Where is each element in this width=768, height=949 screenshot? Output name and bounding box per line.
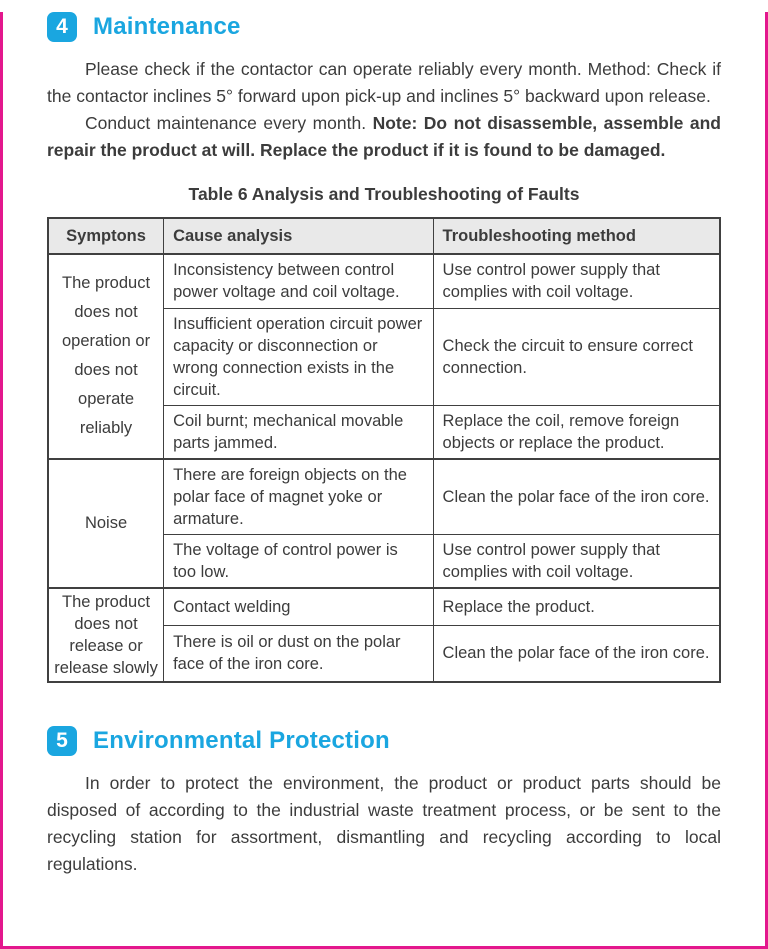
symptom-cell-noise: Noise [48,459,164,588]
cause-cell: The voltage of control power is too low. [164,534,433,588]
cause-cell: There is oil or dust on the polar face of the iron core. [164,626,433,682]
environmental-paragraph: In order to protect the environment, the product or product parts should be disposed of according to the industrial waste treatment process, or be sent to the recycling station for assortment, dismantling and recycling according to local regulations. [47,772,721,874]
table-row [48,254,720,308]
method-cell: Clean the polar face of the iron core. [433,459,720,535]
method-cell: Use control power supply that complies with coil voltage. [433,254,720,308]
method-cell: Check the circuit to ensure correct connection. [433,308,720,405]
section-4-heading [47,12,721,42]
cause-cell: Insufficient operation circuit power capacity or disconnection or wrong connection exists in the circuit. [164,308,433,405]
table-row [48,588,720,626]
method-cell: Replace the coil, remove foreign objects or replace the product. [433,405,720,459]
method-cell: Replace the product. [433,588,720,626]
maintenance-paragraphs [47,56,721,164]
page-content [3,12,765,878]
faults-table-body [48,254,720,682]
symptom-cell-no-operation: The product does not operation or does not operate reliably [48,254,164,459]
cause-cell: There are foreign objects on the polar face of magnet yoke or armature. [164,459,433,535]
table-row [48,459,720,535]
table-6-title: Table 6 Analysis and Troubleshooting of Faults [188,184,580,204]
maintenance-paragraph-2-normal: Conduct maintenance every month. [85,113,373,133]
cause-cell: Coil burnt; mechanical movable parts jammed. [164,405,433,459]
maintenance-paragraph-1: Please check if the contactor can operate reliably every month. Method: Check if the contactor inclines 5° forward upon pick-up and inclines 5° backward upon release. [47,59,721,106]
manual-page [0,12,768,949]
header-symptoms: Symptons [48,218,164,254]
section-5-heading [47,726,721,756]
header-troubleshooting-method: Troubleshooting method [433,218,720,254]
maintenance-note-bold: Note: Do not disassemble, assemble and repair the product at will. Replace the product if it is found to be damaged. [47,113,721,160]
symptom-cell-no-release: The product does not release or release slowly [48,588,164,682]
cause-cell: Inconsistency between control power voltage and coil voltage. [164,254,433,308]
method-cell: Clean the polar face of the iron core. [433,626,720,682]
section-4-number-badge: 4 [47,12,77,42]
maintenance-paragraph-2 [47,110,721,164]
section-5-title: Environmental Protection [93,726,390,754]
table-header-row [48,218,720,254]
method-cell: Use control power supply that complies with coil voltage. [433,534,720,588]
faults-table [47,217,721,683]
section-5-number-badge: 5 [47,726,77,756]
faults-table-header [48,218,720,254]
header-cause-analysis: Cause analysis [164,218,433,254]
environmental-paragraphs [47,770,721,878]
section-4-title: Maintenance [93,13,241,40]
cause-cell: Contact welding [164,588,433,626]
